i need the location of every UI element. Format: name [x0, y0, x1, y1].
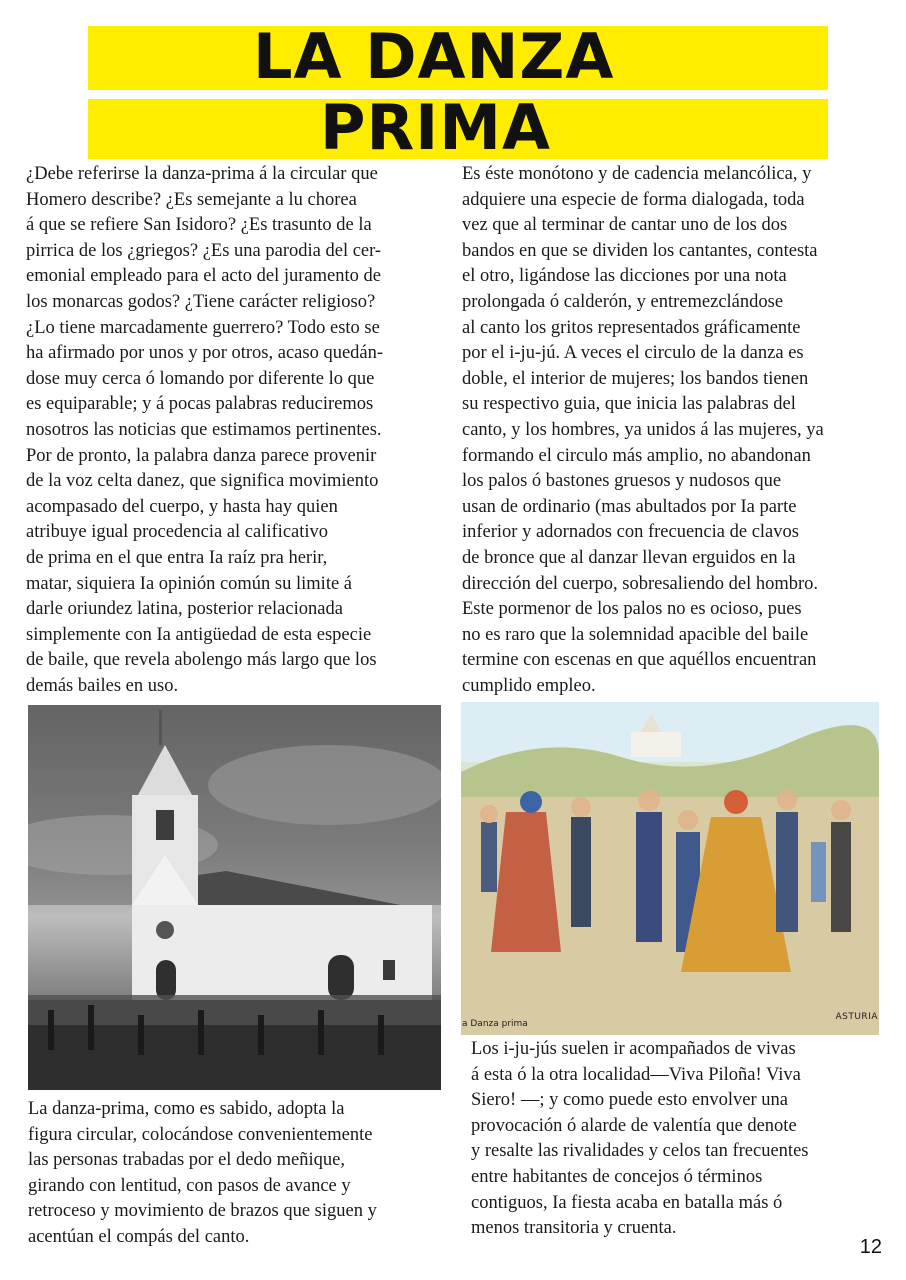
page-title-line-2: PRIMA	[320, 90, 551, 164]
caption-right: Los i-ju-jús suelen ir acompañados de vivas á esta ó la otra localidad—Viva Piloña! Viva Siero! —; y como puede esto envolver una provocación ó alarde de valentía que denote y resalte las rivalidades y celos tan frecuentes entre habitantes de concejos ó términos contiguos, Ia fiesta acaba en batalla más ó menos transitoria y cruenta.	[471, 1039, 809, 1239]
region-image-label: ASTURIA	[835, 1012, 878, 1022]
caption-left: La danza-prima, como es sabido, adopta la figura circular, colocándose convenientemente las personas trabadas por el dedo meñique, girando con lentitud, con pasos de avance y retroceso y movimiento de brazos que siguen y acentúan el compás del canto.	[28, 1099, 377, 1247]
body-column-right: Es éste monótono y de cadencia melancólica, y adquiere una especie de forma dialogada, toda vez que al terminar de cantar uno de los dos bandos en que se dividen los cantantes, contesta el otro, ligándose las dicciones por una nota prolongada ó calderón, y entremezclándose al canto los gritos representados gráficamente por el i-ju-jú. A veces el circulo de la danza es doble, el interior de mujeres; los bandos tienen su respectivo guia, que inicia las palabras del canto, y los hombres, ya unidos á las mujeres, ya formando el circulo más amplio, no abandonan los palos ó bastones gruesos y nudosos que usan de ordinario (mas abultados por Ia parte inferior y adornados con frecuencia de clavos de bronce que al danzar llevan erguidos en la dirección del cuerpo, sobresaliendo del hombro. Este pormenor de los palos no es ocioso, pues no es raro que la solemnidad apacible del baile termine con escenas en que aquéllos encuentran cumplido empleo.	[462, 164, 824, 696]
body-column-left: ¿Debe referirse la danza-prima á la circular que Homero describe? ¿Es semejante a lu chorea á que se refiere San Isidoro? ¿Es trasunto de la pirrica de los ¿griegos? ¿Es una parodia del cer- emonial empleado para el acto del juramento de los monarcas godos? ¿Tiene carácter religioso? ¿Lo tiene marcadamente guerrero? Todo esto se ha afirmado por unos y por otros, acaso quedán- dose muy cerca ó lomando por diferente lo que es equiparable; y á pocas palabras reduciremos nosotros las noticias que estimamos pertinentes. Por de pronto, la palabra danza parece provenir de la voz celta danez, que significa movimiento acompasado del cuerpo, y hasta hay quien atribuye igual procedencia al calificativo de prima en el que entra Ia raíz pra herir, matar, siquiera Ia opinión común su limite á darle oriundez latina, posterior relacionada simplemente con Ia antigüedad de esta especie de baile, que revela abolengo más largo que los demás bailes en uso.	[26, 164, 384, 696]
dance-illustration	[461, 702, 879, 1035]
title-bar-line-2	[88, 90, 828, 164]
page-number: 12	[859, 1236, 882, 1258]
page-title-line-1: LA DANZA	[253, 19, 615, 93]
church-photo	[28, 705, 441, 1090]
dance-image-label: a Danza prima	[462, 1019, 528, 1029]
title-bar-line-1	[88, 19, 828, 93]
dance-painting	[461, 702, 879, 1035]
church-illustration	[28, 705, 441, 1090]
